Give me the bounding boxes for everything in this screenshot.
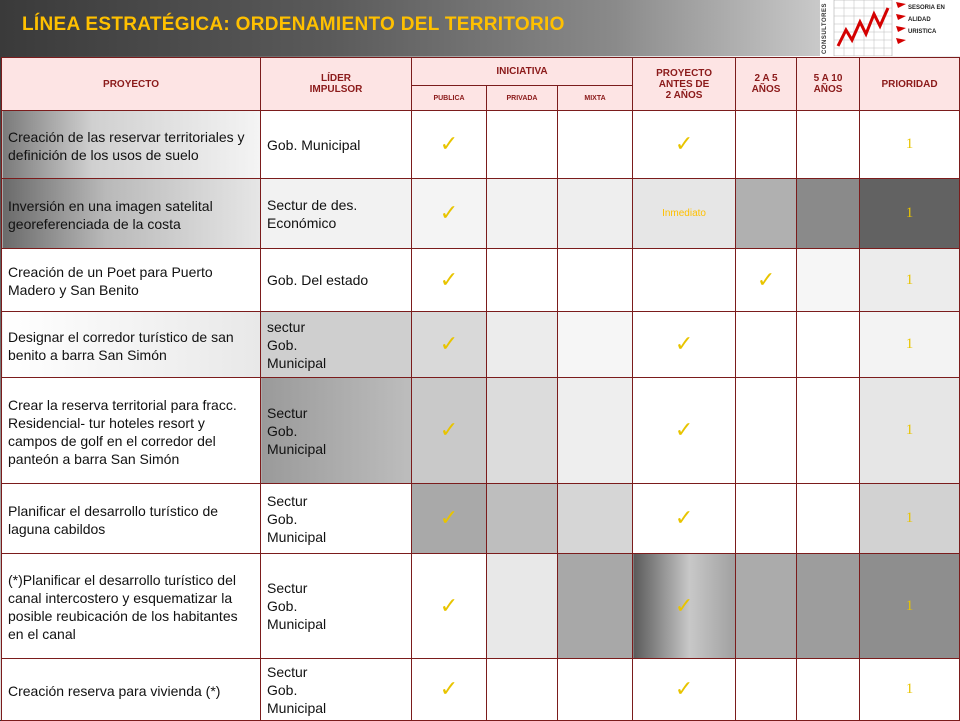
publica-check: ✓ <box>412 659 487 721</box>
header-antes-line: PROYECTO <box>656 67 712 79</box>
lider-line: Gob. <box>267 336 298 353</box>
prioridad-cell: 1 <box>860 378 960 484</box>
prioridad-cell: 1 <box>860 249 960 312</box>
proyecto-cell: (*)Planificar el desarrollo turístico del canal intercostero y esquematizar la posible reubicación de los habitantes en el canal <box>2 554 261 659</box>
antes-check: ✓ <box>633 659 736 721</box>
page-title: LÍNEA ESTRATÉGICA: ORDENAMIENTO DEL TERRITORIO <box>22 14 565 35</box>
lider-cell <box>261 312 412 378</box>
header-lider-line: LÍDER <box>321 73 351 84</box>
title-bar <box>0 0 820 56</box>
antes-cell <box>633 249 736 312</box>
antes-check: ✓ <box>633 484 736 554</box>
table-row <box>2 179 960 249</box>
header-proyecto: PROYECTO <box>2 58 261 111</box>
header-5-10 <box>797 58 860 111</box>
privada-cell <box>487 179 558 249</box>
cinco-diez-cell <box>797 659 860 721</box>
privada-cell <box>487 249 558 312</box>
mixta-cell <box>558 249 633 312</box>
privada-cell <box>487 484 558 554</box>
proyecto-cell: Creación de un Poet para Puerto Madero y San Benito <box>2 249 261 312</box>
cinco-diez-cell <box>797 312 860 378</box>
header-antes-line: 2 AÑOS <box>665 89 703 101</box>
header-prioridad: PRIORIDAD <box>860 58 960 111</box>
logo-word: URISTICA <box>908 29 937 35</box>
prioridad-cell: 1 <box>860 659 960 721</box>
publica-check: ✓ <box>412 179 487 249</box>
lider-cell <box>261 554 412 659</box>
prioridad-cell: 1 <box>860 312 960 378</box>
proyecto-cell: Creación de las reservar territoriales y definición de los usos de suelo <box>2 111 261 179</box>
projects-table <box>1 57 960 721</box>
cinco-diez-cell <box>797 484 860 554</box>
lider-line: Gob. Municipal <box>267 136 361 153</box>
prioridad-cell: 1 <box>860 179 960 249</box>
privada-cell <box>487 554 558 659</box>
lider-line: Gob. <box>267 681 298 698</box>
header-antes <box>633 58 736 111</box>
header-5-10-line: AÑOS <box>813 84 843 95</box>
publica-check: ✓ <box>412 554 487 659</box>
publica-check: ✓ <box>412 111 487 179</box>
dos-cinco-cell <box>736 312 797 378</box>
lider-line: Municipal <box>267 354 327 371</box>
prioridad-cell: 1 <box>860 111 960 179</box>
lider-cell <box>261 484 412 554</box>
header-2-5 <box>736 58 797 111</box>
header-privada: PRIVADA <box>487 86 558 111</box>
antes-check: ✓ <box>633 111 736 179</box>
dos-cinco-cell <box>736 484 797 554</box>
publica-check: ✓ <box>412 249 487 312</box>
dos-cinco-check: ✓ <box>736 249 797 312</box>
logo-side-text: CONSULTORES <box>822 3 828 54</box>
cinco-diez-cell <box>797 378 860 484</box>
lider-line: Municipal <box>267 528 327 545</box>
lider-line: Gob. <box>267 510 298 527</box>
proyecto-cell: Designar el corredor turístico de san benito a barra San Simón <box>2 312 261 378</box>
header-2-5-line: AÑOS <box>751 84 781 95</box>
proyecto-cell: Creación reserva para vivienda (*) <box>2 659 261 721</box>
header-publica: PUBLICA <box>412 86 487 111</box>
table-row <box>2 554 960 659</box>
mixta-cell <box>558 312 633 378</box>
logo-word: ALIDAD <box>908 17 931 23</box>
prioridad-cell: 1 <box>860 484 960 554</box>
table-row <box>2 378 960 484</box>
dos-cinco-cell <box>736 179 797 249</box>
antes-check: ✓ <box>633 312 736 378</box>
table-row <box>2 111 960 179</box>
lider-cell <box>261 659 412 721</box>
lider-line: Económico <box>267 214 337 231</box>
logo-words <box>908 2 945 38</box>
lider-line: Municipal <box>267 699 327 716</box>
lider-line: Sectur <box>267 580 308 596</box>
mixta-cell <box>558 179 633 249</box>
dos-cinco-cell <box>736 554 797 659</box>
lider-line: Sectur de des. <box>267 196 358 213</box>
header-mixta: MIXTA <box>558 86 633 111</box>
table-row <box>2 484 960 554</box>
dos-cinco-cell <box>736 659 797 721</box>
publica-check: ✓ <box>412 312 487 378</box>
lider-line: Gob. <box>267 598 298 614</box>
lider-cell <box>261 111 412 179</box>
lider-line: Sectur <box>267 404 308 421</box>
mixta-cell <box>558 378 633 484</box>
lider-line: sectur <box>267 318 306 335</box>
header-antes-line: ANTES DE <box>658 78 710 90</box>
header-iniciativa: INICIATIVA <box>412 58 633 86</box>
proyecto-cell: Crear la reserva territorial para fracc. Residencial- tur hoteles resort y campos de golf en el corredor del panteón a barra San Simón <box>2 378 261 484</box>
lider-line: Sectur <box>267 492 308 509</box>
lider-cell <box>261 249 412 312</box>
company-logo <box>820 0 960 56</box>
lider-cell <box>261 179 412 249</box>
mixta-cell <box>558 111 633 179</box>
logo-word: SESORIA EN <box>908 5 945 11</box>
header-2-5-line: 2 A 5 <box>754 73 778 84</box>
mixta-cell <box>558 484 633 554</box>
publica-check: ✓ <box>412 378 487 484</box>
antes-check: ✓ <box>633 554 736 659</box>
lider-line: Municipal <box>267 440 327 457</box>
cinco-diez-cell <box>797 249 860 312</box>
table-row <box>2 312 960 378</box>
table-row <box>2 659 960 721</box>
mixta-cell <box>558 554 633 659</box>
lider-cell <box>261 378 412 484</box>
dos-cinco-cell <box>736 111 797 179</box>
lider-line: Gob. Del estado <box>267 272 369 288</box>
prioridad-cell: 1 <box>860 554 960 659</box>
lider-line: Sectur <box>267 663 308 680</box>
privada-cell <box>487 659 558 721</box>
header-lider-line: IMPULSOR <box>309 84 363 95</box>
publica-check: ✓ <box>412 484 487 554</box>
mixta-cell <box>558 659 633 721</box>
table-row <box>2 249 960 312</box>
dos-cinco-cell <box>736 378 797 484</box>
header-lider <box>261 58 412 111</box>
antes-check: ✓ <box>633 378 736 484</box>
cinco-diez-cell <box>797 111 860 179</box>
proyecto-cell: Planificar el desarrollo turístico de laguna cabildos <box>2 484 261 554</box>
cinco-diez-cell <box>797 179 860 249</box>
privada-cell <box>487 111 558 179</box>
privada-cell <box>487 312 558 378</box>
privada-cell <box>487 378 558 484</box>
antes-inmediato: Inmediato <box>633 179 736 249</box>
header-5-10-line: 5 A 10 <box>813 73 843 84</box>
lider-line: Municipal <box>267 616 327 632</box>
cinco-diez-cell <box>797 554 860 659</box>
proyecto-cell: Inversión en una imagen satelital georeferenciada de la costa <box>2 179 261 249</box>
lider-line: Gob. <box>267 422 298 439</box>
